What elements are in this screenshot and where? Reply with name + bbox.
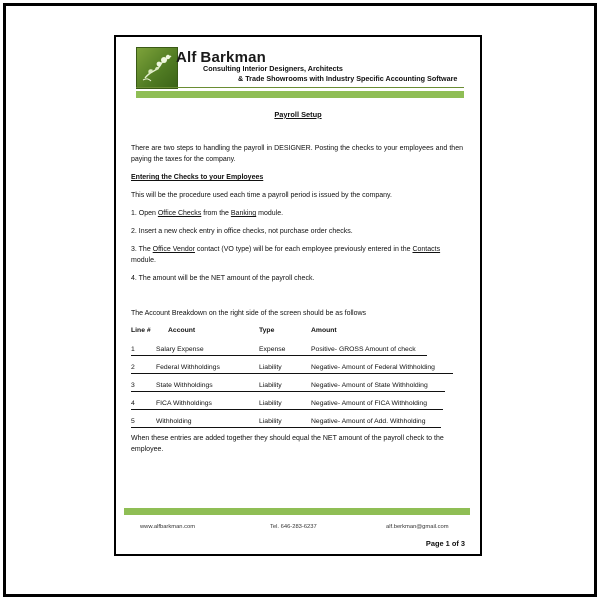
flower-logo-icon — [136, 47, 178, 89]
document-page — [114, 35, 482, 556]
row-amount: Negative- Amount of Federal Withholding — [311, 364, 435, 371]
banking-link[interactable]: Banking — [230, 210, 257, 217]
header-line: Line # — [131, 327, 151, 334]
footer-website[interactable]: www.alfbarkman.com — [140, 524, 196, 530]
row-account: Withholding — [156, 418, 192, 425]
row-underline — [131, 427, 441, 428]
tagline-line-2: & Trade Showrooms with Industry Specific Accounting Software — [238, 74, 458, 83]
row-underline — [131, 409, 443, 410]
step-1-suffix: module. — [256, 210, 284, 217]
section-intro: This will be the procedure used each time a payroll period is issued by the company. — [131, 192, 392, 199]
company-name-first: Alf — [176, 49, 197, 66]
row-underline — [131, 391, 445, 392]
footer-green-bar — [124, 508, 470, 515]
company-name-last: Barkman — [200, 49, 267, 66]
row-line: 2 — [131, 364, 135, 371]
row-line: 3 — [131, 382, 135, 389]
row-type: Liability — [259, 382, 282, 389]
section-heading: Entering the Checks to your Employees — [131, 174, 264, 181]
breakdown-intro: The Account Breakdown on the right side of the screen should be as follows — [131, 310, 367, 317]
contacts-link[interactable]: Contacts — [412, 246, 441, 253]
step-3 — [131, 245, 463, 266]
document-title: Payroll Setup — [274, 110, 322, 119]
header-divider — [136, 87, 464, 88]
table-header-row — [131, 327, 463, 337]
footer-phone: Tel. 646-283-6237 — [270, 524, 317, 530]
row-amount: Negative- Amount of FICA Withholding — [311, 400, 427, 407]
page-label: Page — [425, 539, 444, 548]
step-2: 2. Insert a new check entry in office checks, not purchase order checks. — [131, 228, 353, 235]
table-row — [131, 346, 463, 356]
row-type: Liability — [259, 418, 282, 425]
table-row — [131, 418, 463, 428]
row-amount: Negative- Amount of State Withholding — [311, 382, 428, 389]
table-row — [131, 364, 463, 374]
step-1-prefix: 1. Open — [131, 210, 158, 217]
row-account: FICA Withholdings — [156, 400, 212, 407]
row-line: 4 — [131, 400, 135, 407]
office-vendor-link[interactable]: Office Vendor — [152, 246, 195, 253]
header-type: Type — [259, 327, 275, 334]
row-line: 5 — [131, 418, 135, 425]
row-amount: Negative- Amount of Add. Withholding — [311, 418, 426, 425]
step-4: 4. The amount will be the NET amount of the payroll check. — [131, 275, 315, 282]
step-1-mid: from the — [201, 210, 231, 217]
step-1 — [131, 209, 463, 220]
row-account: State Withholdings — [156, 382, 213, 389]
header-amount: Amount — [311, 327, 337, 334]
row-underline — [131, 355, 427, 356]
table-row — [131, 400, 463, 410]
tagline-line-1: Consulting Interior Designers, Architects — [203, 64, 343, 73]
office-checks-link[interactable]: Office Checks — [157, 210, 202, 217]
step-3-mid: contact (VO type) will be for each employee previously entered in the — [194, 246, 413, 253]
row-account: Salary Expense — [156, 346, 204, 353]
row-amount: Positive- GROSS Amount of check — [311, 346, 416, 353]
footer-email[interactable]: alf.berkman@gmail.com — [386, 524, 449, 530]
header-account: Account — [168, 327, 196, 334]
row-type: Liability — [259, 400, 282, 407]
step-3-prefix: 3. The — [131, 246, 153, 253]
row-line: 1 — [131, 346, 135, 353]
table-row — [131, 382, 463, 392]
header-green-bar — [136, 91, 464, 98]
page-current: 1 — [445, 539, 450, 548]
row-type: Liability — [259, 364, 282, 371]
page-of: of — [451, 539, 459, 548]
row-type: Expense — [259, 346, 286, 353]
step-3-suffix: module. — [131, 256, 156, 264]
intro-paragraph: There are two steps to handling the payroll in DESIGNER. Posting the checks to your employees and then paying the taxes for the company. — [131, 145, 463, 163]
page-total: 3 — [460, 539, 465, 548]
closing-paragraph: When these entries are added together they should equal the NET amount of the payroll check to the employee. — [131, 435, 444, 453]
page-number — [426, 539, 465, 548]
row-account: Federal Withholdings — [156, 364, 220, 371]
row-underline — [131, 373, 453, 374]
